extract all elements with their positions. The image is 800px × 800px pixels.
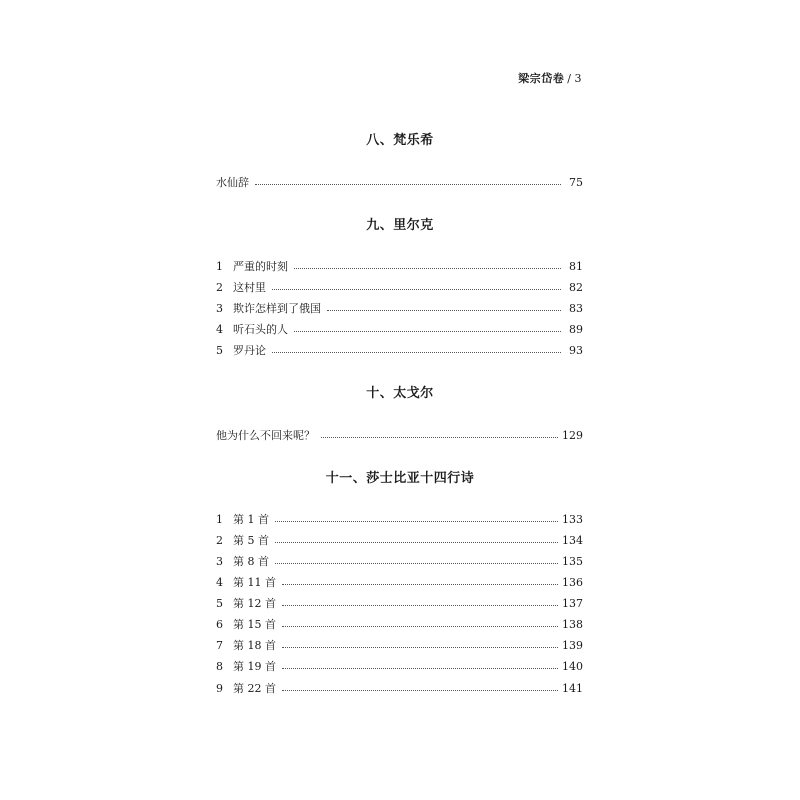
section-title: 十、太戈尔	[366, 386, 434, 401]
dot-leader	[275, 562, 558, 564]
dot-leader	[282, 646, 558, 648]
dot-leader	[282, 625, 558, 627]
dot-leader	[327, 309, 561, 311]
entry-page-number: 136	[562, 576, 583, 589]
dot-leader	[275, 520, 558, 522]
toc-entry[interactable]	[216, 575, 583, 591]
entry-title: 水仙辞	[216, 176, 249, 189]
entry-page-number: 140	[562, 660, 583, 673]
entry-title: 第 5 首	[233, 534, 269, 547]
entry-title: 他为什么不回来呢？	[216, 429, 315, 442]
entry-number: 3	[216, 555, 223, 568]
dot-leader	[282, 604, 558, 606]
entry-number: 1	[216, 260, 223, 273]
entry-page-number: 137	[562, 597, 583, 610]
entry-title: 第 15 首	[233, 618, 276, 631]
entry-number: 5	[216, 344, 223, 357]
section-title: 八、梵乐希	[366, 133, 434, 148]
entry-page-number: 139	[562, 639, 583, 652]
entry-page-number: 89	[569, 323, 583, 336]
entry-number: 5	[216, 597, 223, 610]
dot-leader	[321, 436, 558, 438]
dot-leader	[272, 288, 561, 290]
toc-entry[interactable]	[216, 428, 583, 444]
running-head-page-number: 3	[574, 72, 582, 85]
entry-title: 第 12 首	[233, 597, 276, 610]
dot-leader	[255, 183, 561, 185]
toc-entry[interactable]	[216, 322, 583, 338]
entry-page-number: 82	[569, 281, 583, 294]
entry-number: 2	[216, 281, 223, 294]
toc-entry[interactable]	[216, 301, 583, 317]
toc-entry[interactable]	[216, 259, 583, 275]
dot-leader	[282, 667, 558, 669]
entry-title: 这村里	[233, 281, 266, 294]
toc-entry[interactable]	[216, 554, 583, 570]
entry-title: 罗丹论	[233, 344, 266, 357]
entry-page-number: 93	[569, 344, 583, 357]
toc-entry[interactable]	[216, 659, 583, 675]
toc-entry[interactable]	[216, 638, 583, 654]
entry-number: 1	[216, 513, 223, 526]
entry-number: 8	[216, 660, 223, 673]
entry-title: 欺诈怎样到了俄国	[233, 302, 321, 315]
entry-title: 第 18 首	[233, 639, 276, 652]
entry-number: 6	[216, 618, 223, 631]
dot-leader	[282, 689, 558, 691]
section-title: 十一、莎士比亚十四行诗	[325, 471, 475, 486]
entry-number: 4	[216, 323, 223, 336]
running-head-title: 梁宗岱卷	[518, 72, 565, 85]
entry-page-number: 133	[562, 513, 583, 526]
entry-number: 9	[216, 682, 223, 695]
entry-number: 7	[216, 639, 223, 652]
dot-leader	[275, 541, 558, 543]
running-head-separator: /	[567, 72, 572, 85]
entry-title: 严重的时刻	[233, 260, 288, 273]
entry-number: 4	[216, 576, 223, 589]
toc-entry[interactable]	[216, 533, 583, 549]
entry-page-number: 75	[569, 176, 583, 189]
entry-page-number: 129	[562, 429, 583, 442]
entry-title: 第 8 首	[233, 555, 269, 568]
toc-entry[interactable]	[216, 681, 583, 697]
running-head	[518, 71, 582, 87]
entry-number: 3	[216, 302, 223, 315]
toc-entry[interactable]	[216, 617, 583, 633]
entry-page-number: 135	[562, 555, 583, 568]
entry-title: 第 19 首	[233, 660, 276, 673]
entry-title: 听石头的人	[233, 323, 288, 336]
section-title: 九、里尔克	[366, 218, 434, 233]
entry-title: 第 11 首	[233, 576, 276, 589]
dot-leader	[282, 583, 558, 585]
dot-leader	[294, 330, 561, 332]
entry-page-number: 134	[562, 534, 583, 547]
entry-title: 第 22 首	[233, 682, 276, 695]
dot-leader	[294, 267, 561, 269]
toc-entry[interactable]	[216, 512, 583, 528]
entry-title: 第 1 首	[233, 513, 269, 526]
entry-number: 2	[216, 534, 223, 547]
entry-page-number: 81	[569, 260, 583, 273]
dot-leader	[272, 351, 561, 353]
entry-page-number: 141	[562, 682, 583, 695]
entry-page-number: 138	[562, 618, 583, 631]
toc-entry[interactable]	[216, 343, 583, 359]
entry-page-number: 83	[569, 302, 583, 315]
toc-entry[interactable]	[216, 175, 583, 191]
toc-entry[interactable]	[216, 280, 583, 296]
toc-entry[interactable]	[216, 596, 583, 612]
